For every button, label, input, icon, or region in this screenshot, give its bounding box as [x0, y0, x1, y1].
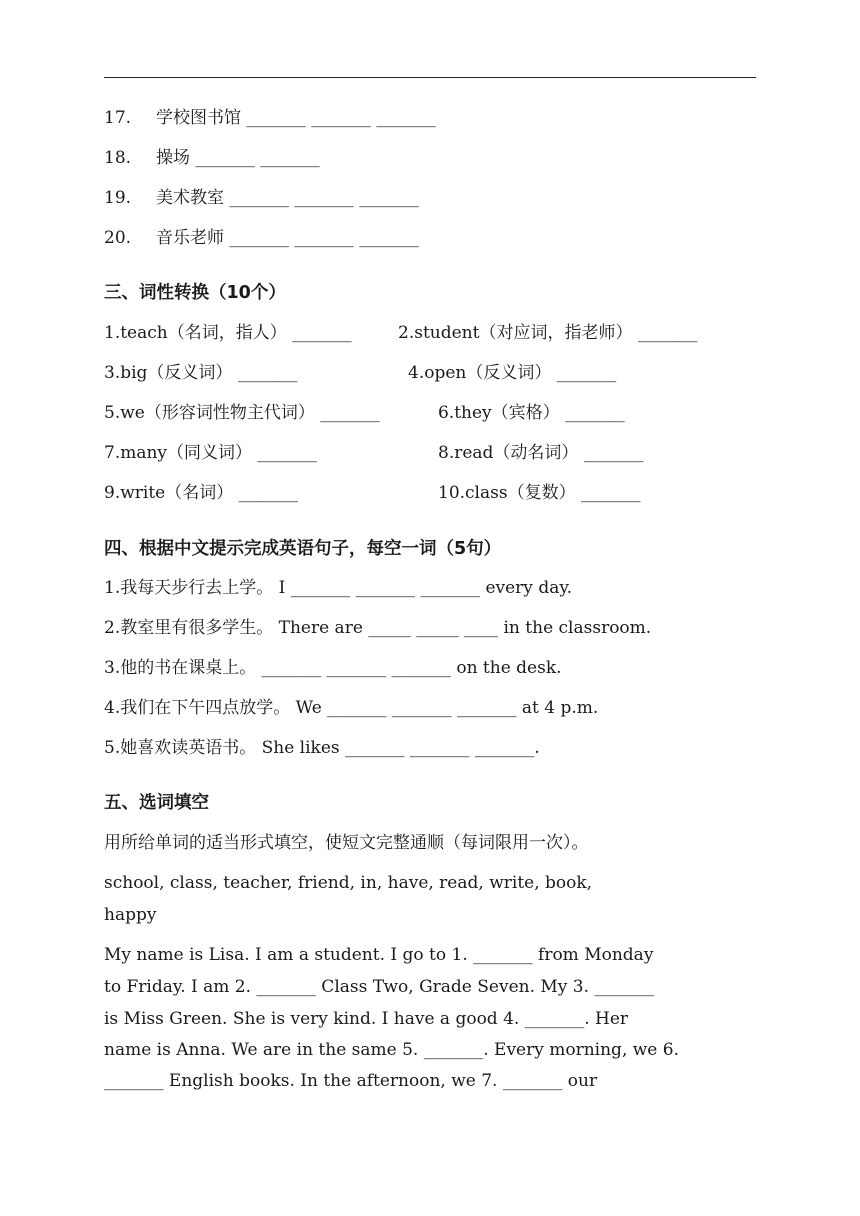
- conversion-item: 4.open（反义词） _______: [408, 363, 617, 383]
- conversion-row-1: [104, 322, 352, 344]
- conversion-item: 8.read（动名词） _______: [438, 443, 644, 463]
- conversion-row-3-right: [438, 402, 625, 424]
- sentence-item: 1.我每天步行去上学。 I _______ _______ _______ every day.: [104, 578, 573, 598]
- section-5-instruction: 用所给单词的适当形式填空，使短文完整通顺（每词限用一次）。: [104, 833, 589, 853]
- vocab-item-20: [104, 227, 419, 249]
- section-4-title: 四、根据中文提示完成英语句子，每空一词（5句）: [104, 539, 502, 559]
- conversion-row-4: [104, 442, 317, 464]
- item-number: 20.: [104, 228, 132, 248]
- conversion-row-5-right: [438, 482, 640, 504]
- conversion-item: 7.many（同义词） _______: [104, 443, 317, 463]
- passage-line: _______ English books. In the afternoon, we 7. _______ our: [104, 1071, 598, 1091]
- conversion-row-1-right: [398, 322, 697, 344]
- item-number: 17.: [104, 108, 132, 128]
- item-text: 操场 _______ _______: [156, 148, 320, 168]
- sentence-item: 5.她喜欢读英语书。 She likes _______ _______ _______.: [104, 738, 540, 758]
- vocab-item-18: [104, 147, 320, 169]
- sentence-item: 3.他的书在课桌上。 _______ _______ _______ on the desk.: [104, 658, 562, 678]
- conversion-item: 9.write（名词） _______: [104, 483, 299, 503]
- item-text: 学校图书馆 _______ _______ _______: [156, 108, 436, 128]
- conversion-item: 6.they（宾格） _______: [438, 403, 625, 423]
- word-bank-line: happy: [104, 905, 157, 925]
- conversion-row-3: [104, 402, 380, 424]
- conversion-item: 5.we（形容词性物主代词） _______: [104, 403, 380, 423]
- item-text: 美术教室 _______ _______ _______: [156, 188, 419, 208]
- sentence-item: 2.教室里有很多学生。 There are _____ _____ ____ in the classroom.: [104, 618, 652, 638]
- vocab-item-19: [104, 187, 419, 209]
- item-number: 18.: [104, 148, 132, 168]
- passage-line: is Miss Green. She is very kind. I have a good 4. _______. Her: [104, 1009, 629, 1029]
- vocab-item-17: [104, 107, 436, 129]
- conversion-item: 2.student（对应词，指老师） _______: [398, 323, 698, 343]
- conversion-item: 3.big（反义词） _______: [104, 363, 298, 383]
- conversion-item: 1.teach（名词，指人） _______: [104, 323, 352, 343]
- passage-line: My name is Lisa. I am a student. I go to 1. _______ from Monday: [104, 945, 654, 965]
- item-number: 19.: [104, 188, 132, 208]
- conversion-row-2-right: [408, 362, 616, 384]
- sentence-item: 4.我们在下午四点放学。 We _______ _______ _______ at 4 p.m.: [104, 698, 599, 718]
- conversion-item: 10.class（复数） _______: [438, 483, 641, 503]
- passage-line: name is Anna. We are in the same 5. _______. Every morning, we 6.: [104, 1040, 679, 1060]
- item-text: 音乐老师 _______ _______ _______: [156, 228, 419, 248]
- passage-line: to Friday. I am 2. _______ Class Two, Grade Seven. My 3. _______: [104, 977, 654, 997]
- section-3-title: 三、词性转换（10个）: [104, 283, 286, 303]
- conversion-row-5: [104, 482, 298, 504]
- word-bank-line: school, class, teacher, friend, in, have, read, write, book,: [104, 873, 593, 893]
- section-5-title: 五、选词填空: [104, 793, 209, 813]
- conversion-row-4-right: [438, 442, 643, 464]
- header-rule: [104, 77, 756, 78]
- conversion-row-2: [104, 362, 297, 384]
